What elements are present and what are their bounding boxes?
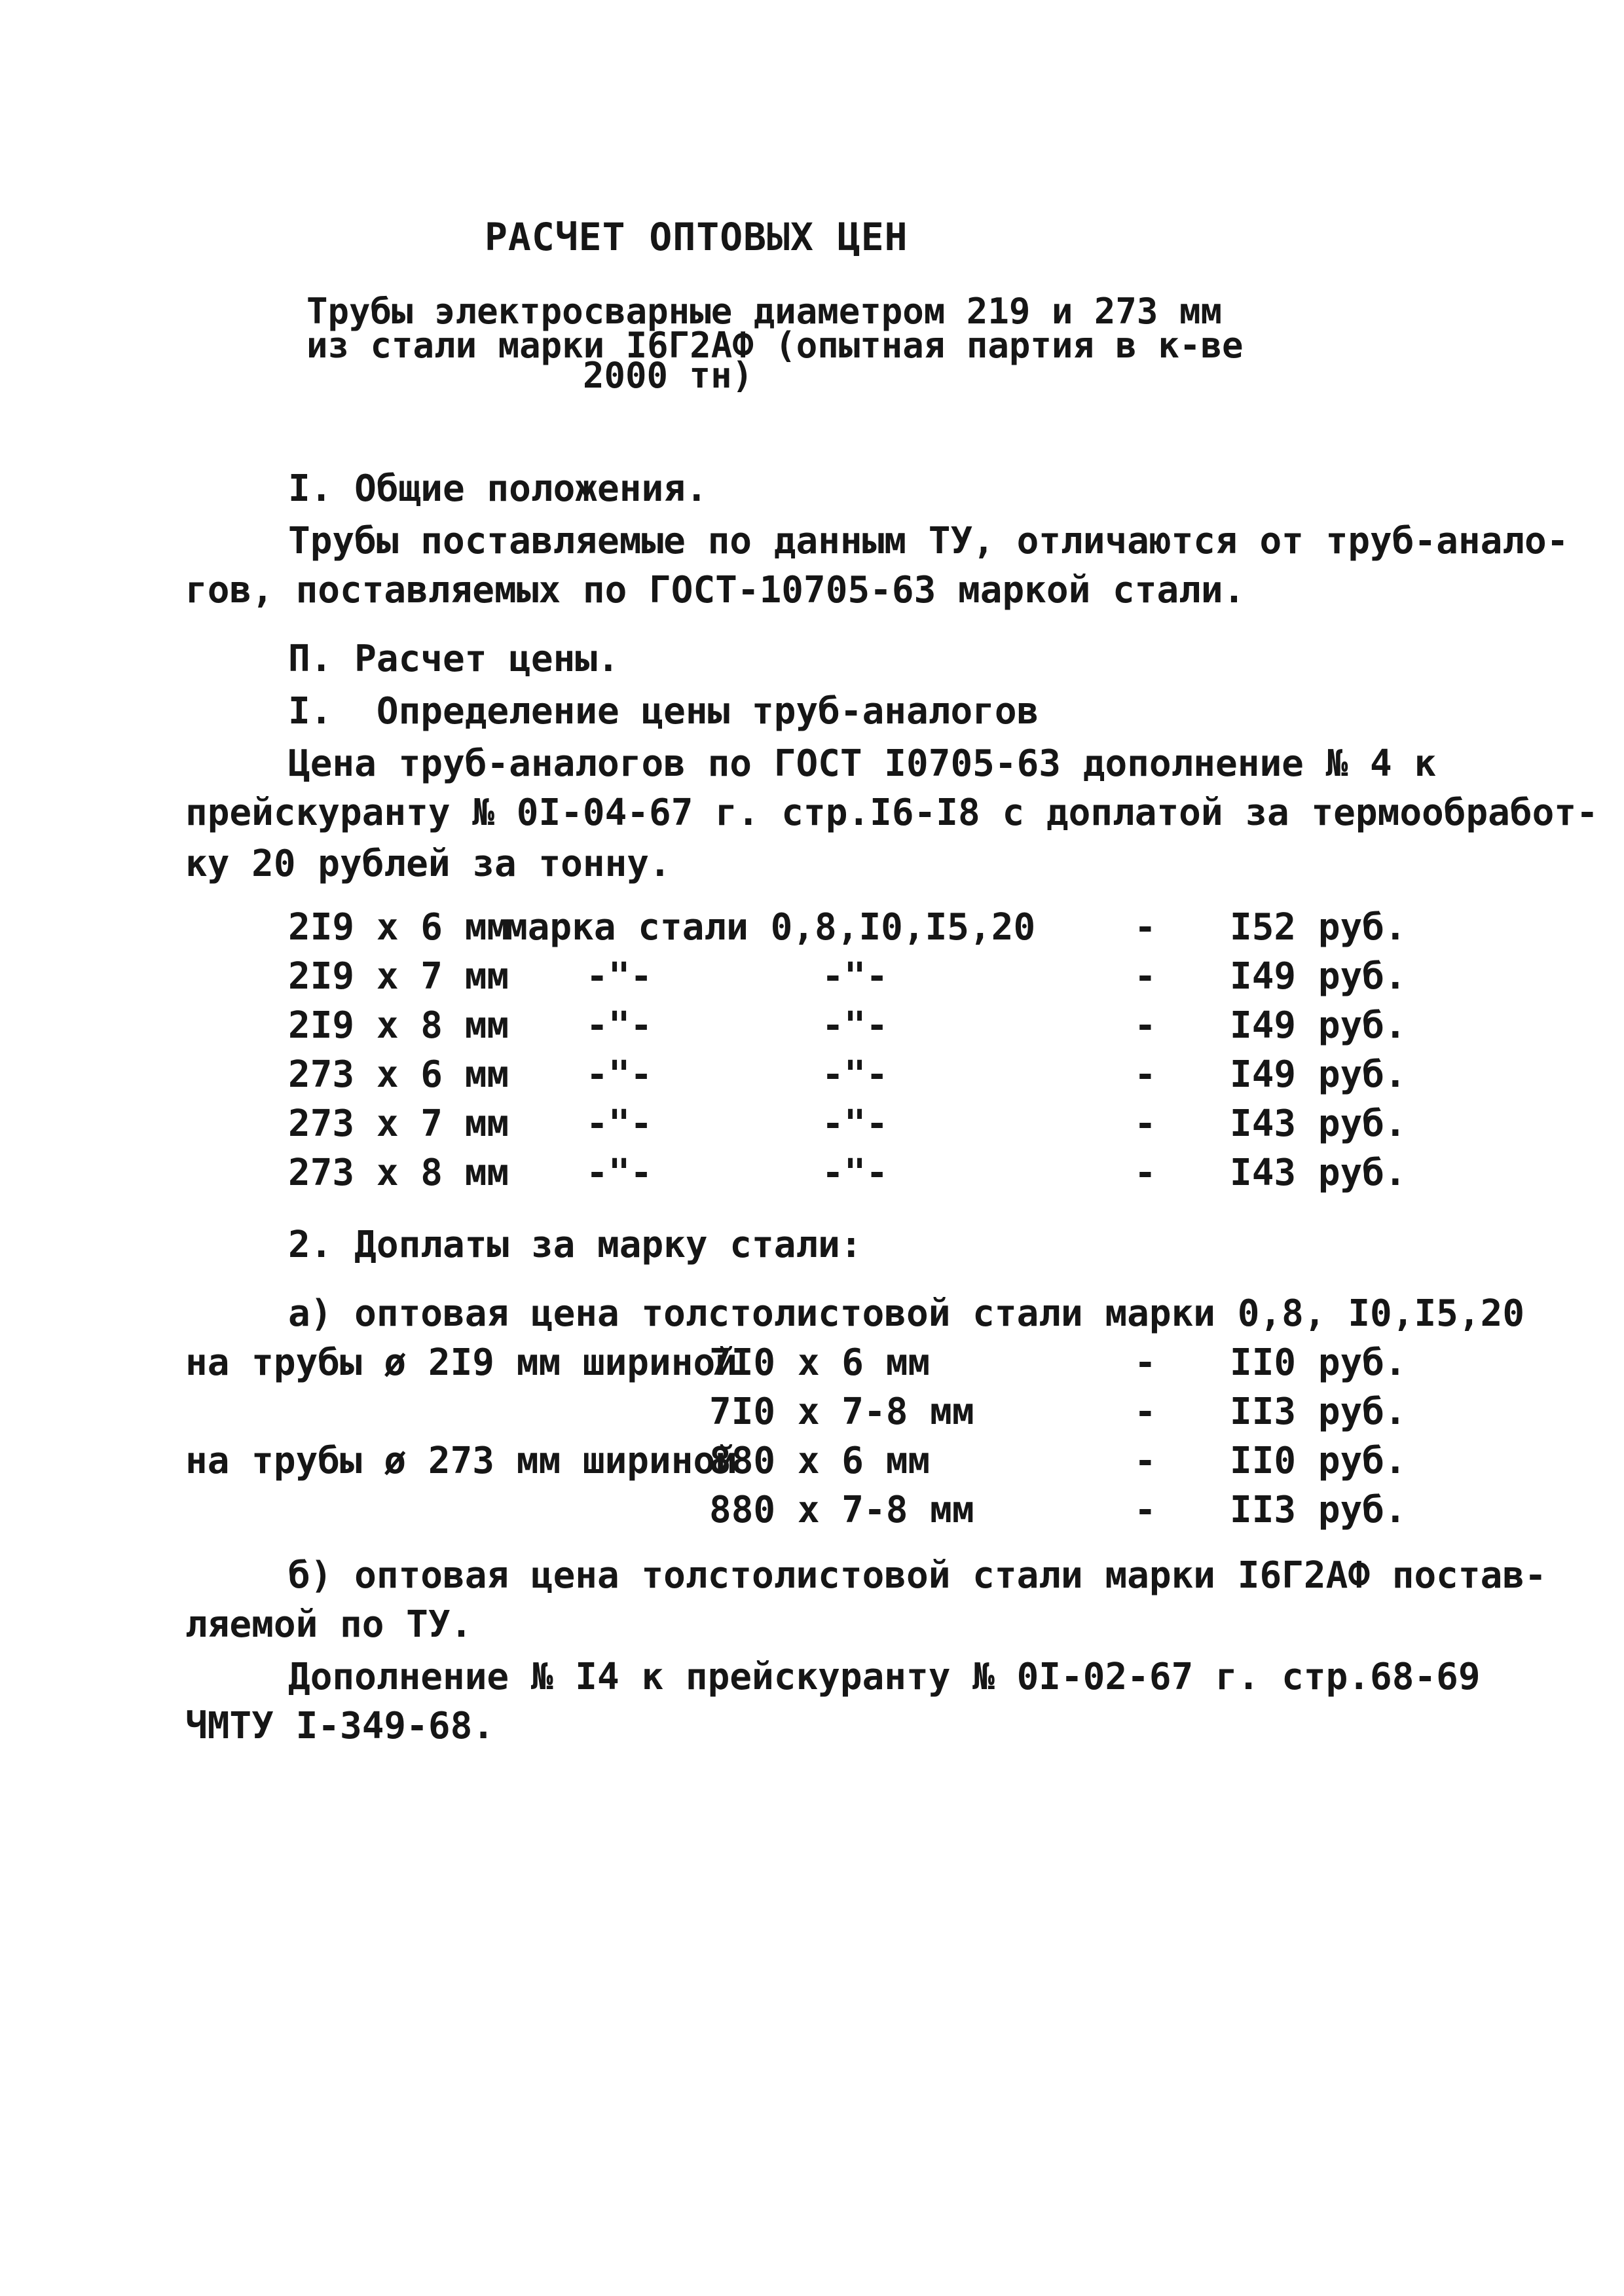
section-2-heading: П. Расчет цены.: [288, 638, 619, 680]
dash: -: [1134, 955, 1156, 998]
pipe-size: 2I9 х 6 мм: [288, 906, 509, 949]
pipe-description: на трубы ø 273 мм шириной: [185, 1440, 737, 1482]
pipe-size: 2I9 х 8 мм: [288, 1004, 509, 1047]
subtitle-line-2: из стали марки I6Г2АФ (опытная партия в к-ве: [306, 325, 1244, 366]
pipe-size: 273 х 7 мм: [288, 1102, 509, 1145]
pipe-size: 2I9 х 7 мм: [288, 955, 509, 998]
dash: -: [1134, 1152, 1156, 1194]
dash: -: [1134, 1489, 1156, 1531]
subsection-1-line-3: ку 20 рублей за тонну.: [185, 843, 671, 885]
section-1-paragraph-line-1: Трубы поставляемые по данным ТУ, отличаются от труб-анало-: [288, 520, 1569, 562]
subsection-1-heading: I. Определение цены труб-аналогов: [288, 690, 1039, 733]
price: I49 руб.: [1230, 955, 1407, 998]
steel-grade: марка стали 0,8,I0,I5,20: [506, 906, 1036, 949]
price: II0 руб.: [1230, 1341, 1407, 1384]
sheet-width: 7I0 х 7-8 мм: [709, 1391, 974, 1433]
surcharge-b-line-1: б) оптовая цена толстолистовой стали марки I6Г2АФ постав-: [288, 1554, 1547, 1597]
supplement-line-1: Дополнение № I4 к прейскуранту № 0I-02-67 г. стр.68-69: [288, 1656, 1481, 1698]
subsection-1-line-2: прейскуранту № 0I-04-67 г. стр.I6-I8 с доплатой за термообработ-: [185, 792, 1598, 834]
surcharge-b-line-2: ляемой по ТУ.: [185, 1603, 473, 1646]
pipe-description: на трубы ø 2I9 мм шириной: [185, 1341, 737, 1384]
dash: -: [1134, 1341, 1156, 1384]
dash: -: [1134, 1440, 1156, 1482]
ditto-mark: -"-: [586, 1053, 653, 1096]
price: I49 руб.: [1230, 1004, 1407, 1047]
pipe-size: 273 х 8 мм: [288, 1152, 509, 1194]
sheet-width: 880 х 7-8 мм: [709, 1489, 974, 1531]
sheet-width: 880 х 6 мм: [709, 1440, 931, 1482]
price: I43 руб.: [1230, 1102, 1407, 1145]
subtitle-line-3: 2000 тн): [583, 355, 754, 396]
ditto-mark: -"-: [822, 1102, 889, 1145]
ditto-mark: -"-: [822, 1152, 889, 1194]
subtitle-line-1: Трубы электросварные диаметром 219 и 273 мм: [306, 291, 1222, 332]
pipe-size: 273 х 6 мм: [288, 1053, 509, 1096]
ditto-mark: -"-: [586, 1004, 653, 1047]
ditto-mark: -"-: [822, 955, 889, 998]
dash: -: [1134, 906, 1156, 949]
price: I49 руб.: [1230, 1053, 1407, 1096]
dash: -: [1134, 1102, 1156, 1145]
section-1-paragraph-line-2: гов, поставляемых по ГОСТ-10705-63 маркой стали.: [185, 569, 1246, 611]
surcharges-heading: 2. Доплаты за марку стали:: [288, 1224, 862, 1266]
surcharge-a-line: а) оптовая цена толстолистовой стали марки 0,8, I0,I5,20: [288, 1292, 1525, 1335]
ditto-mark: -"-: [586, 1152, 653, 1194]
ditto-mark: -"-: [822, 1004, 889, 1047]
price: I52 руб.: [1230, 906, 1407, 949]
section-1-heading: I. Общие положения.: [288, 467, 708, 510]
ditto-mark: -"-: [586, 955, 653, 998]
price: II3 руб.: [1230, 1391, 1407, 1433]
document-title: РАСЧЕТ ОПТОВЫХ ЦЕН: [485, 215, 908, 259]
sheet-width: 7I0 х 6 мм: [709, 1341, 931, 1384]
dash: -: [1134, 1053, 1156, 1096]
dash: -: [1134, 1004, 1156, 1047]
ditto-mark: -"-: [822, 1053, 889, 1096]
price: II3 руб.: [1230, 1489, 1407, 1531]
price: I43 руб.: [1230, 1152, 1407, 1194]
price: II0 руб.: [1230, 1440, 1407, 1482]
ditto-mark: -"-: [586, 1102, 653, 1145]
subsection-1-line-1: Цена труб-аналогов по ГОСТ I0705-63 дополнение № 4 к: [288, 742, 1437, 785]
dash: -: [1134, 1391, 1156, 1433]
supplement-line-2: ЧМТУ I-349-68.: [185, 1705, 495, 1747]
